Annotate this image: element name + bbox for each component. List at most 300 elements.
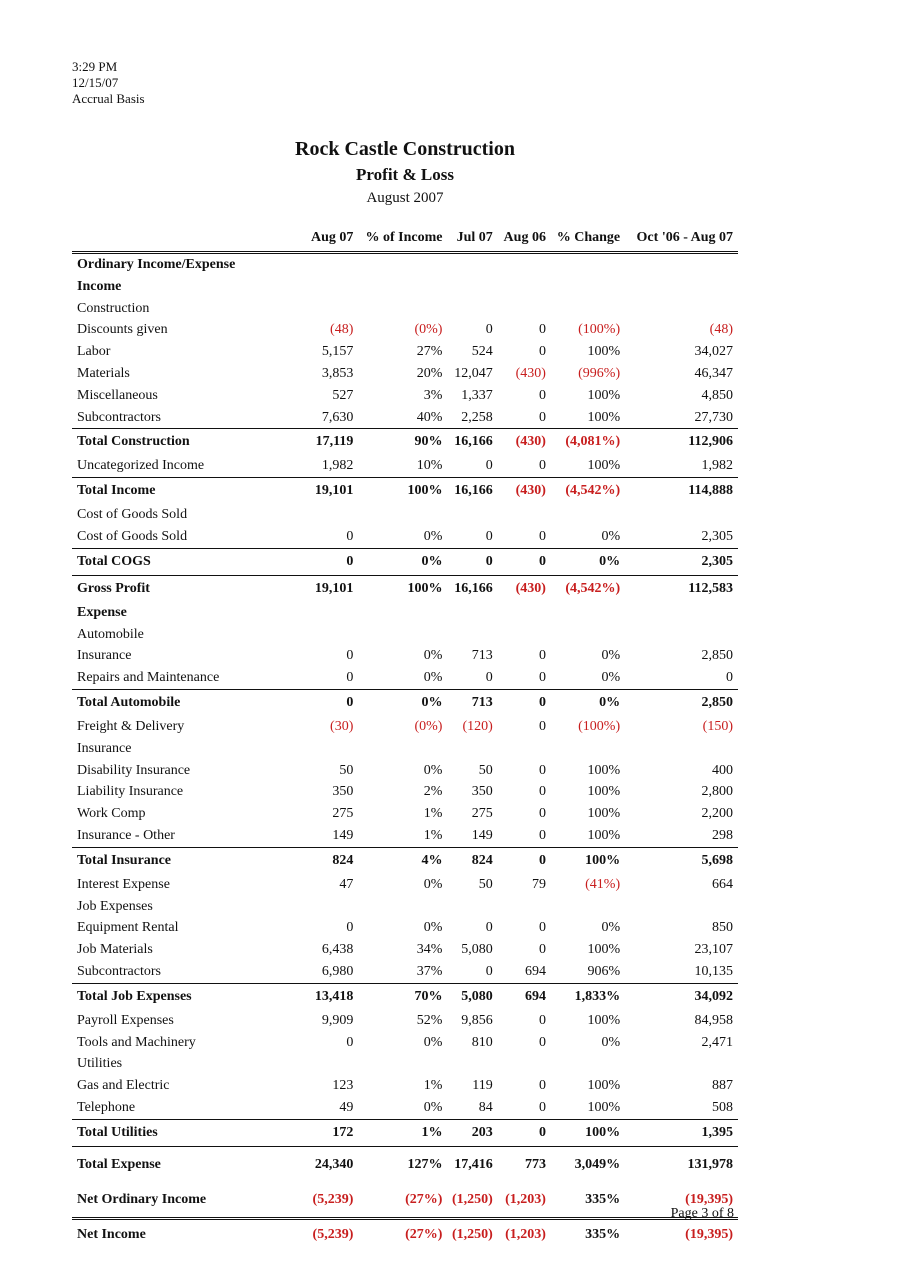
row-value bbox=[546, 896, 620, 918]
row-value bbox=[353, 504, 442, 526]
row-value: 0 bbox=[538, 852, 546, 868]
row-value: (430) bbox=[515, 434, 546, 450]
table-row bbox=[72, 760, 738, 782]
row-label: Miscellaneous bbox=[77, 387, 158, 403]
row-label: Subcontractors bbox=[77, 963, 161, 979]
row-value: 100% bbox=[587, 344, 621, 360]
row-value: (27%) bbox=[405, 1191, 443, 1207]
row-value: 0% bbox=[423, 528, 443, 544]
row-label: Job Materials bbox=[77, 942, 153, 958]
table-row bbox=[72, 738, 738, 760]
row-value: 713 bbox=[471, 648, 493, 664]
table-row bbox=[72, 825, 738, 847]
row-value: 0 bbox=[538, 718, 546, 734]
column-header: Oct '06 - Aug 07 bbox=[636, 230, 733, 245]
row-label: Total Income bbox=[77, 483, 156, 499]
row-value bbox=[302, 602, 353, 624]
row-value: 0% bbox=[601, 648, 621, 664]
row-value: 0 bbox=[538, 920, 546, 936]
row-value: 1,982 bbox=[701, 458, 733, 474]
row-value: 2,258 bbox=[461, 409, 493, 425]
row-value bbox=[546, 624, 620, 646]
row-value: (430) bbox=[515, 483, 546, 499]
row-value: 100% bbox=[587, 387, 621, 403]
row-label: Ordinary Income/Expense bbox=[77, 257, 236, 272]
row-label: Net Ordinary Income bbox=[77, 1191, 207, 1207]
row-value: 0 bbox=[538, 670, 546, 686]
row-value: 34,027 bbox=[694, 344, 733, 360]
row-value bbox=[546, 602, 620, 624]
row-value bbox=[493, 298, 546, 320]
row-value: 0 bbox=[346, 1034, 354, 1050]
row-label: Cost of Goods Sold bbox=[77, 507, 188, 523]
table-row bbox=[72, 1146, 738, 1183]
column-header-row bbox=[72, 225, 738, 253]
row-value bbox=[353, 738, 442, 760]
row-value: 6,438 bbox=[321, 942, 354, 958]
row-value: 3% bbox=[423, 387, 443, 403]
row-value: 0 bbox=[538, 942, 546, 958]
row-label: Total COGS bbox=[77, 553, 151, 569]
row-value: 810 bbox=[471, 1034, 493, 1050]
row-value bbox=[442, 896, 492, 918]
table-row bbox=[72, 602, 738, 624]
row-value bbox=[302, 253, 353, 276]
row-value: 0% bbox=[601, 920, 621, 936]
row-value: 0 bbox=[538, 827, 546, 843]
row-value: 824 bbox=[332, 852, 354, 868]
row-label: Subcontractors bbox=[77, 409, 161, 425]
row-value: (30) bbox=[330, 718, 354, 734]
row-value: 2,800 bbox=[701, 784, 733, 800]
row-value: 0 bbox=[538, 553, 546, 569]
row-value bbox=[302, 504, 353, 526]
row-value: 37% bbox=[416, 963, 443, 979]
row-value: 0 bbox=[726, 670, 733, 686]
row-value: 824 bbox=[471, 852, 493, 868]
row-label: Job Expenses bbox=[77, 898, 153, 914]
row-value: 335% bbox=[585, 1191, 621, 1207]
row-value: 0% bbox=[423, 670, 443, 686]
row-value: 2% bbox=[423, 784, 443, 800]
row-value: 5,080 bbox=[461, 942, 493, 958]
row-label: Utilities bbox=[77, 1056, 123, 1072]
table-row bbox=[72, 689, 738, 716]
row-label: Automobile bbox=[77, 626, 144, 642]
row-value: 6,980 bbox=[321, 963, 354, 979]
row-value bbox=[493, 253, 546, 276]
row-value: 0 bbox=[538, 387, 546, 403]
row-value: 2,305 bbox=[701, 553, 733, 569]
row-label: Equipment Rental bbox=[77, 920, 179, 936]
row-value: 27% bbox=[416, 344, 443, 360]
row-value: 2,850 bbox=[701, 694, 733, 710]
row-value bbox=[493, 1053, 546, 1075]
row-value: 906% bbox=[587, 963, 621, 979]
report-title-block bbox=[0, 136, 810, 209]
row-label: Total Insurance bbox=[77, 852, 172, 868]
row-label: Insurance bbox=[77, 740, 132, 756]
row-label: Payroll Expenses bbox=[77, 1012, 174, 1028]
row-value: (430) bbox=[515, 365, 546, 381]
row-value: 90% bbox=[414, 434, 443, 450]
row-value bbox=[620, 738, 738, 760]
row-value: 1,833% bbox=[574, 988, 621, 1004]
row-value bbox=[442, 504, 492, 526]
row-value: 5,698 bbox=[701, 852, 733, 868]
print-time: 3:29 PM bbox=[72, 59, 118, 74]
row-label: Liability Insurance bbox=[77, 784, 184, 800]
row-value: (48) bbox=[330, 322, 354, 338]
row-value: 100% bbox=[585, 1124, 621, 1140]
row-value: 40% bbox=[416, 409, 443, 425]
row-value: 34,092 bbox=[694, 988, 733, 1004]
row-value: (996%) bbox=[578, 365, 621, 381]
row-value: 0% bbox=[599, 553, 621, 569]
row-value: 16,166 bbox=[454, 434, 493, 450]
row-value bbox=[353, 624, 442, 646]
report-meta bbox=[72, 59, 145, 107]
row-value: 16,166 bbox=[454, 483, 493, 499]
row-value: 84 bbox=[478, 1099, 493, 1115]
page-number: Page 3 of 8 bbox=[670, 1206, 734, 1221]
row-value: 2,305 bbox=[701, 528, 733, 544]
report-name: Profit & Loss bbox=[356, 165, 454, 184]
row-value bbox=[493, 276, 546, 298]
row-value: 9,856 bbox=[461, 1012, 493, 1028]
row-value: 335% bbox=[585, 1226, 621, 1242]
table-row bbox=[72, 917, 738, 939]
row-value bbox=[620, 276, 738, 298]
row-value: 0 bbox=[346, 694, 354, 710]
row-label: Construction bbox=[77, 300, 150, 316]
row-value: 0% bbox=[423, 648, 443, 664]
row-value: 0 bbox=[346, 528, 354, 544]
row-label: Discounts given bbox=[77, 322, 168, 338]
row-value: 19,101 bbox=[314, 483, 354, 499]
row-label: Gross Profit bbox=[77, 580, 150, 596]
column-header: % of Income bbox=[365, 230, 443, 245]
table-row bbox=[72, 341, 738, 363]
table-row bbox=[72, 298, 738, 320]
row-value: 10% bbox=[416, 458, 443, 474]
table-row bbox=[72, 253, 738, 276]
row-label: Labor bbox=[77, 344, 111, 360]
row-value bbox=[302, 1053, 353, 1075]
row-value: 149 bbox=[471, 827, 493, 843]
row-value: (19,395) bbox=[685, 1191, 733, 1207]
row-value: 47 bbox=[339, 876, 354, 892]
table-row bbox=[72, 667, 738, 689]
row-value: 100% bbox=[587, 784, 621, 800]
row-value bbox=[546, 738, 620, 760]
row-label: Total Automobile bbox=[77, 694, 181, 710]
table-row bbox=[72, 319, 738, 341]
row-value: 275 bbox=[471, 806, 493, 822]
row-value: 773 bbox=[524, 1156, 546, 1172]
accounting-basis: Accrual Basis bbox=[72, 91, 145, 106]
row-label: Total Expense bbox=[77, 1156, 161, 1172]
row-value: 3,853 bbox=[321, 365, 354, 381]
row-value bbox=[493, 602, 546, 624]
row-value: 100% bbox=[587, 942, 621, 958]
row-value bbox=[442, 602, 492, 624]
table-row bbox=[72, 455, 738, 477]
row-value: (430) bbox=[515, 580, 546, 596]
row-value: 3,049% bbox=[574, 1156, 621, 1172]
row-value bbox=[442, 738, 492, 760]
row-value: (4,542%) bbox=[565, 580, 621, 596]
row-value: 7,630 bbox=[321, 409, 354, 425]
table-row bbox=[72, 478, 738, 505]
row-value: 0 bbox=[346, 553, 354, 569]
row-value bbox=[302, 896, 353, 918]
table-row bbox=[72, 1183, 738, 1219]
row-label: Total Construction bbox=[77, 434, 190, 450]
row-value: 0 bbox=[538, 1124, 546, 1140]
row-value: (120) bbox=[462, 718, 493, 734]
row-value: 0 bbox=[538, 806, 546, 822]
row-value: 203 bbox=[471, 1124, 493, 1140]
row-label: Net Income bbox=[77, 1226, 146, 1242]
row-value: 2,200 bbox=[701, 806, 733, 822]
row-value bbox=[442, 1053, 492, 1075]
row-value bbox=[302, 624, 353, 646]
row-value bbox=[442, 276, 492, 298]
row-value: 112,583 bbox=[688, 580, 733, 596]
row-value: 0% bbox=[423, 1099, 443, 1115]
row-value: 100% bbox=[585, 852, 621, 868]
table-row bbox=[72, 1010, 738, 1032]
row-value: (4,542%) bbox=[565, 483, 621, 499]
row-label: Materials bbox=[77, 365, 130, 381]
row-value: 70% bbox=[414, 988, 443, 1004]
row-value: 0 bbox=[538, 1012, 546, 1028]
row-value: 2,471 bbox=[701, 1034, 733, 1050]
table-row bbox=[72, 716, 738, 738]
table-row bbox=[72, 803, 738, 825]
row-value: 0 bbox=[538, 409, 546, 425]
row-value: 713 bbox=[471, 694, 493, 710]
row-value bbox=[546, 1053, 620, 1075]
row-value: 1,982 bbox=[321, 458, 354, 474]
row-value: 0 bbox=[346, 670, 354, 686]
row-value: 131,978 bbox=[687, 1156, 733, 1172]
report-period: August 2007 bbox=[366, 190, 444, 206]
row-value: 100% bbox=[587, 806, 621, 822]
row-label: Tools and Machinery bbox=[77, 1034, 196, 1050]
table-row bbox=[72, 983, 738, 1010]
row-value: 12,047 bbox=[454, 365, 493, 381]
row-value: 0 bbox=[485, 553, 493, 569]
row-value bbox=[620, 1053, 738, 1075]
row-value: 112,906 bbox=[688, 434, 733, 450]
column-header-label bbox=[72, 225, 302, 253]
row-value: 5,157 bbox=[321, 344, 354, 360]
row-value: 0 bbox=[538, 694, 546, 710]
row-value: 0% bbox=[601, 670, 621, 686]
row-value: 850 bbox=[712, 920, 733, 936]
row-value: 17,119 bbox=[315, 434, 354, 450]
row-value: 298 bbox=[712, 827, 733, 843]
row-value: 19,101 bbox=[314, 580, 354, 596]
row-value: 0 bbox=[346, 648, 354, 664]
row-value bbox=[353, 298, 442, 320]
row-value: (19,395) bbox=[685, 1226, 733, 1242]
table-row bbox=[72, 781, 738, 803]
row-value: (100%) bbox=[578, 322, 621, 338]
row-value: (5,239) bbox=[312, 1191, 354, 1207]
row-value: 350 bbox=[332, 784, 354, 800]
row-value: 527 bbox=[332, 387, 354, 403]
table-row bbox=[72, 429, 738, 456]
report-body bbox=[72, 253, 738, 1250]
row-value: 114,888 bbox=[688, 483, 733, 499]
row-value: 79 bbox=[531, 876, 546, 892]
company-name: Rock Castle Construction bbox=[295, 138, 515, 160]
row-value: 0% bbox=[423, 876, 443, 892]
row-value: 887 bbox=[712, 1078, 733, 1094]
table-row bbox=[72, 961, 738, 983]
row-value: (48) bbox=[709, 322, 733, 338]
table-row bbox=[72, 1032, 738, 1054]
column-header: Jul 07 bbox=[456, 230, 493, 245]
table-row bbox=[72, 874, 738, 896]
row-value: 0 bbox=[538, 528, 546, 544]
row-value: 0 bbox=[538, 1034, 546, 1050]
table-row bbox=[72, 1097, 738, 1119]
row-value: 694 bbox=[524, 988, 546, 1004]
row-value: (1,250) bbox=[451, 1226, 493, 1242]
row-value bbox=[620, 253, 738, 276]
row-value: 24,340 bbox=[314, 1156, 354, 1172]
row-value: 23,107 bbox=[694, 942, 733, 958]
row-value: 0 bbox=[538, 458, 546, 474]
row-value: 0% bbox=[423, 762, 443, 778]
table-row bbox=[72, 1218, 738, 1250]
row-value: 100% bbox=[587, 1078, 621, 1094]
row-value: 50 bbox=[478, 762, 493, 778]
row-value: 100% bbox=[587, 762, 621, 778]
print-date: 12/15/07 bbox=[72, 75, 119, 90]
row-value: 172 bbox=[332, 1124, 354, 1140]
row-value bbox=[620, 504, 738, 526]
row-value: (100%) bbox=[578, 718, 621, 734]
row-value bbox=[442, 253, 492, 276]
row-value: 0% bbox=[601, 528, 621, 544]
row-value: 524 bbox=[471, 344, 493, 360]
table-row bbox=[72, 385, 738, 407]
row-value: 0 bbox=[538, 1099, 546, 1115]
row-value bbox=[620, 624, 738, 646]
row-value: 100% bbox=[587, 1012, 621, 1028]
row-value: 350 bbox=[471, 784, 493, 800]
table-row bbox=[72, 896, 738, 918]
table-row bbox=[72, 1075, 738, 1097]
table-row bbox=[72, 847, 738, 874]
row-value: (150) bbox=[702, 718, 733, 734]
row-value bbox=[620, 602, 738, 624]
row-value: (0%) bbox=[414, 322, 443, 338]
row-label: Disability Insurance bbox=[77, 762, 191, 778]
row-value: 0% bbox=[421, 694, 443, 710]
row-label: Telephone bbox=[77, 1099, 136, 1115]
row-value: (1,203) bbox=[505, 1191, 546, 1207]
row-value: 1,337 bbox=[461, 387, 493, 403]
row-label: Uncategorized Income bbox=[77, 458, 205, 474]
row-value bbox=[546, 504, 620, 526]
row-value: 123 bbox=[332, 1078, 354, 1094]
table-row bbox=[72, 407, 738, 429]
row-value bbox=[546, 276, 620, 298]
row-value: (0%) bbox=[414, 718, 443, 734]
row-value bbox=[353, 276, 442, 298]
row-value bbox=[493, 896, 546, 918]
row-value: 46,347 bbox=[694, 365, 733, 381]
row-value bbox=[353, 1053, 442, 1075]
table-row bbox=[72, 363, 738, 385]
row-value: 0% bbox=[599, 694, 621, 710]
row-value: 52% bbox=[416, 1012, 443, 1028]
row-value: 1% bbox=[423, 827, 443, 843]
row-value: 100% bbox=[587, 1099, 621, 1115]
table-row bbox=[72, 1119, 738, 1146]
row-label: Total Job Expenses bbox=[77, 988, 192, 1004]
row-value: 9,909 bbox=[321, 1012, 354, 1028]
row-value: 17,416 bbox=[454, 1156, 493, 1172]
row-label: Gas and Electric bbox=[77, 1078, 170, 1094]
row-value: (41%) bbox=[585, 876, 621, 892]
row-label: Freight & Delivery bbox=[77, 718, 185, 734]
row-value bbox=[302, 298, 353, 320]
row-value: 400 bbox=[712, 762, 733, 778]
row-value: 0 bbox=[538, 762, 546, 778]
row-value: 1,395 bbox=[701, 1124, 733, 1140]
row-value: 149 bbox=[332, 827, 354, 843]
row-value: 0 bbox=[538, 1078, 546, 1094]
row-value: 20% bbox=[416, 365, 443, 381]
row-value: (27%) bbox=[405, 1226, 443, 1242]
row-value bbox=[620, 298, 738, 320]
row-value: 0% bbox=[423, 1034, 443, 1050]
row-label: Cost of Goods Sold bbox=[77, 528, 188, 544]
row-value: 100% bbox=[587, 827, 621, 843]
row-value: 0 bbox=[485, 528, 493, 544]
row-value: 119 bbox=[472, 1078, 493, 1094]
row-value bbox=[546, 253, 620, 276]
row-value: 34% bbox=[416, 942, 443, 958]
row-label: Insurance bbox=[77, 648, 132, 664]
row-value: 0% bbox=[423, 920, 443, 936]
row-value: 275 bbox=[332, 806, 354, 822]
row-value bbox=[353, 602, 442, 624]
row-value: 0 bbox=[485, 458, 493, 474]
row-value: 694 bbox=[524, 963, 546, 979]
row-value: (1,250) bbox=[451, 1191, 493, 1207]
row-label: Interest Expense bbox=[77, 876, 170, 892]
row-value: 1% bbox=[423, 806, 443, 822]
row-value: 0 bbox=[485, 322, 493, 338]
row-value: 2,850 bbox=[701, 648, 733, 664]
row-value bbox=[353, 896, 442, 918]
row-value: 84,958 bbox=[694, 1012, 733, 1028]
table-row bbox=[72, 575, 738, 602]
table-row bbox=[72, 276, 738, 298]
row-value: 16,166 bbox=[454, 580, 493, 596]
row-value: 100% bbox=[587, 458, 621, 474]
profit-loss-table bbox=[72, 225, 738, 1250]
table-row bbox=[72, 624, 738, 646]
